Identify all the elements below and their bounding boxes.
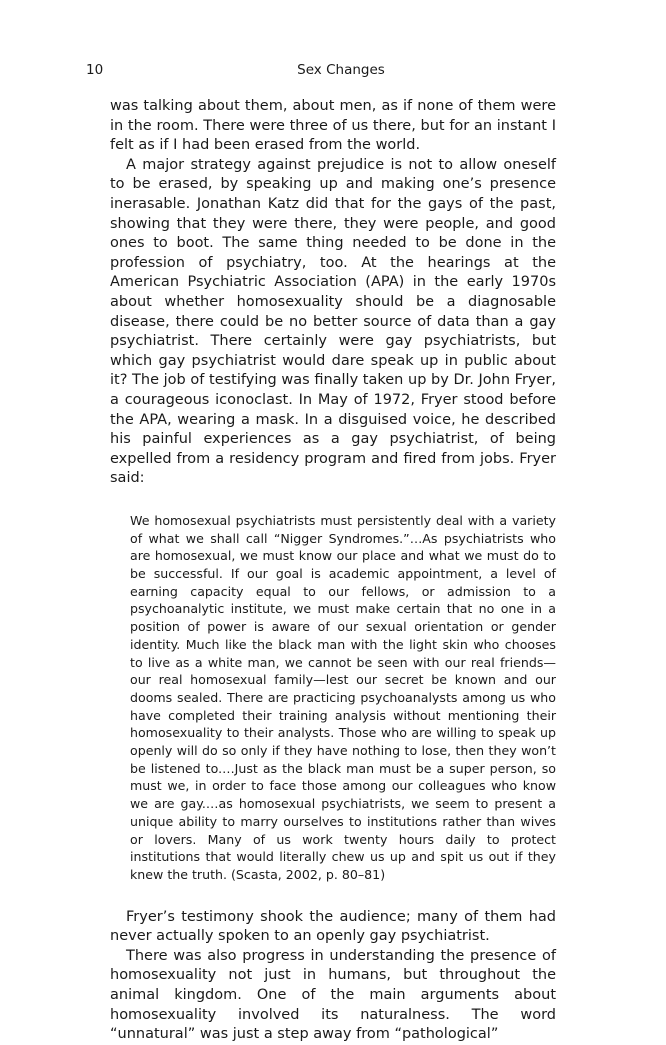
page-number: 10 [86,62,104,78]
page-body [110,97,556,1045]
paragraph-continued: was talking about them, about men, as if none of them were in the room. There were three of us there, but for an instant I felt as if I had been erased from the world. [110,98,556,154]
paragraph: Fryer’s testimony shook the audience; many of them had never actually spoken to an openly gay psychiatrist. [110,908,556,945]
block-quote [130,512,556,884]
block-quote-text: We homosexual psychiatrists must persistently deal with a variety of what we shall call “Nigger Syndromes.”…As psychiatrists who are homosexual, we must know our place and what we must do to be successful. If our goal is academic appointment, a level of earning capacity equal to our fellows, or admission to a psychoanalytic institute, we must make certain that no one in a position of power is aware of our sexual orientation or gender identity. Much like the black man with the light skin who chooses to live as a white man, we cannot be seen with our real friends—our real homosexual family—lest our secret be known and our dooms sealed. There are practicing psychoanalysts among us who have completed their training analysis without mentioning their homosexuality to their analysts. Those who are willing to speak up openly will do so only if they have nothing to lose, then they won’t be listened to.…Just as the black man must be a super person, so must we, in order to face those among our colleagues who know we are gay.…as homosexual psychiatrists, we seem to present a unique ability to marry ourselves to institutions rather than wives or lovers. Many of us work twenty hours daily to protect institutions that would literally chew us up and spit us out if they knew the truth. (Scasta, 2002, p. 80–81) [130,512,556,882]
paragraph: A major strategy against prejudice is not to allow oneself to be erased, by speaking up and making one’s presence inerasable. Jonathan Katz did that for the gays of the past, showing that they were there, they were people, and good ones to boot. The same thing needed to be done in the profession of psychiatry, too. At the hearings at the American Psychiatric Association (APA) in the early 1970s about whether homosexuality should be a diagnosable disease, there could be no better source of data than a gay psychiatrist. There certainly were gay psychiatrists, but which gay psychiatrist would dare speak up in public about it? The job of testifying was finally taken up by Dr. John Fryer, a courageous iconoclast. In May of 1972, Fryer stood before the APA, wearing a mask. In a disguised voice, he described his painful experiences as a gay psychiatrist, of being expelled from a residency program and fired from jobs. Fryer said: [110,156,556,487]
page-header [86,62,556,80]
paragraph: There was also progress in understanding the presence of homosexuality not just in humans, but throughout the animal kingdom. One of the main arguments about homosexuality involved its naturalness. The word “unnatural” was just a step away from “pathological” [110,947,556,1043]
running-title: Sex Changes [297,62,385,78]
